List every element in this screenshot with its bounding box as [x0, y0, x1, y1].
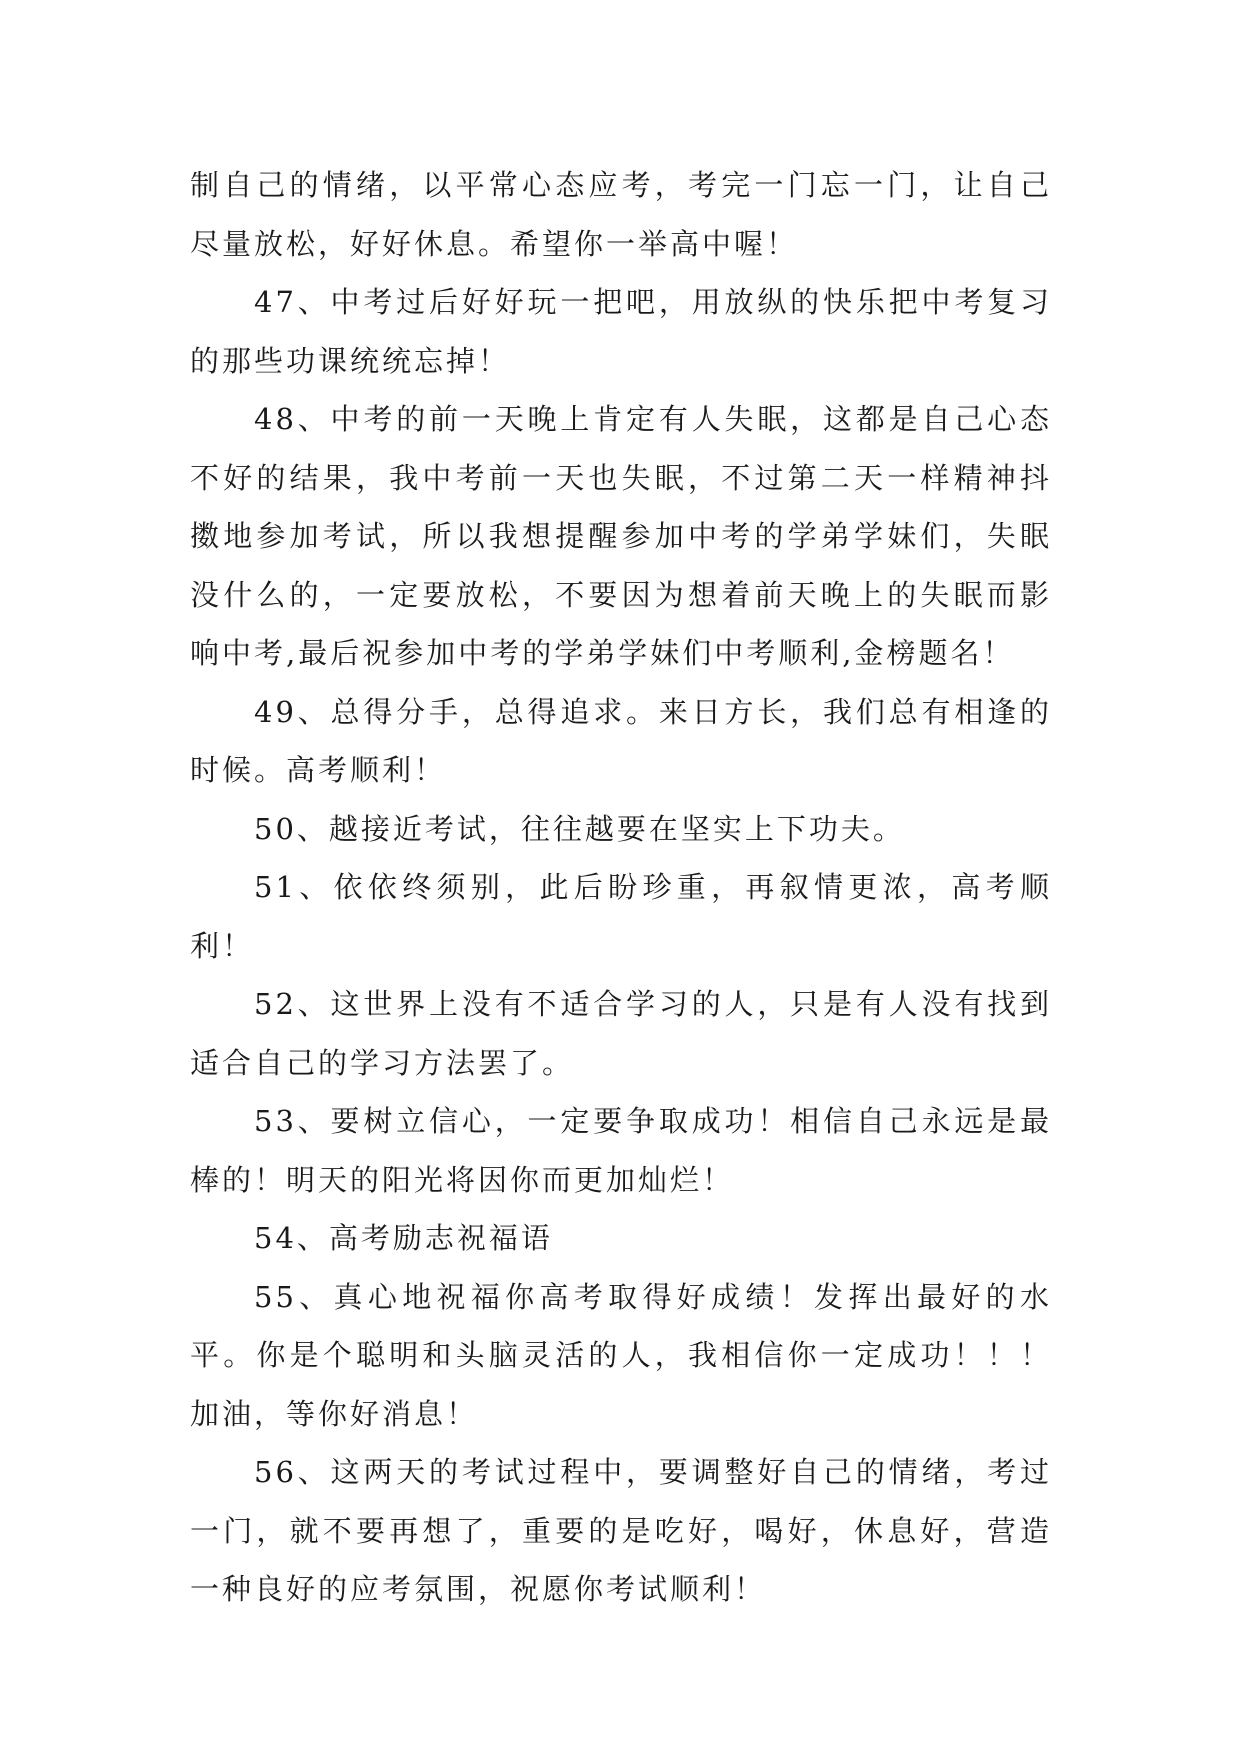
paragraph-52: 52、这世界上没有不适合学习的人，只是有人没有找到适合自己的学习方法罢了。	[190, 987, 1052, 1080]
paragraph-48: 48、中考的前一天晚上肯定有人失眠，这都是自己心态不好的结果，我中考前一天也失眠，不过第二天一样精神抖擞地参加考试，所以我想提醒参加中考的学弟学妹们，失眠没什么的，一定要放松，不要因为想着前天晚上的失眠而影响中考,最后祝参加中考的学弟学妹们中考顺利,金榜题名！	[190, 402, 1052, 670]
document-body	[190, 156, 1052, 1619]
paragraph-49: 49、总得分手，总得追求。来日方长，我们总有相逢的时候。高考顺利！	[190, 694, 1052, 787]
paragraph-47: 47、中考过后好好玩一把吧，用放纵的快乐把中考复习的那些功课统统忘掉！	[190, 285, 1052, 378]
paragraph-53: 53、要树立信心，一定要争取成功！相信自己永远是最棒的！明天的阳光将因你而更加灿烂！	[190, 1104, 1052, 1197]
paragraph-55: 55、真心地祝福你高考取得好成绩！发挥出最好的水平。你是个聪明和头脑灵活的人，我相信你一定成功！！！加油，等你好消息！	[190, 1279, 1052, 1431]
paragraph-51: 51、依依终须别，此后盼珍重，再叙情更浓，高考顺利！	[190, 870, 1052, 963]
paragraph-54: 54、高考励志祝福语	[254, 1221, 553, 1255]
paragraph-continued: 制自己的情绪，以平常心态应考，考完一门忘一门，让自己尽量放松，好好休息。希望你一举高中喔！	[190, 168, 1052, 261]
paragraph-56: 56、这两天的考试过程中，要调整好自己的情绪，考过一门，就不要再想了，重要的是吃好，喝好，休息好，营造一种良好的应考氛围，祝愿你考试顺利！	[190, 1455, 1052, 1606]
paragraph-50: 50、越接近考试，往往越要在坚实上下功夫。	[254, 811, 905, 846]
